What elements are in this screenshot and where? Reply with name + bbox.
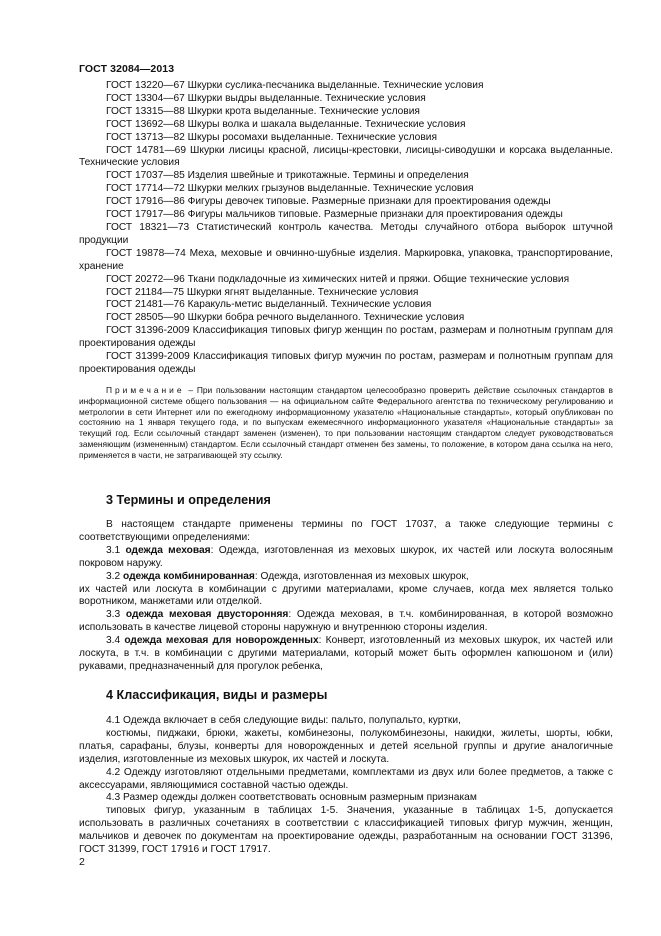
- normative-references-list: [79, 80, 613, 377]
- section-3-body: [79, 519, 613, 674]
- reference-item: ГОСТ 31396-2009 Классификация типовых фигур женщин по ростам, размерам и полнотным группам для проектирования одежды: [79, 325, 613, 350]
- clause-4-3: 4.3 Размер одежды должен соответствовать основным размерным признакам: [106, 792, 477, 804]
- reference-item: ГОСТ 21184—75 Шкурки ягнят выделанные. Технические условия: [106, 286, 419, 298]
- term-3-2: [79, 571, 613, 584]
- term-number: 3.4: [106, 635, 125, 647]
- clause-4-3-continuation: типовых фигур, указанным в таблицах 1-5. Значения, указанные в таблицах 1-5, допускается использовать в различных сочетаниях в соответствии с классификацией типовых фигур мужчин, женщин, мальчиков и девочек по документам на проектирование одежды, разработанным на основании ГОСТ 31396, ГОСТ 31399, ГОСТ 17916 и ГОСТ 17917.: [79, 805, 613, 856]
- reference-item: ГОСТ 13713—82 Шкуры росомахи выделанные. Технические условия: [106, 131, 437, 143]
- reference-item: ГОСТ 17714—72 Шкурки мелких грызунов выделанные. Технические условия: [106, 183, 474, 195]
- page-number: 2: [79, 856, 85, 868]
- term-3-2-continuation: их частей или лоскута в комбинации с другими материалами, кроме случаев, когда мех является только воротником, манжетами или отделкой.: [79, 583, 613, 608]
- section-3-heading: 3 Термины и определения: [106, 493, 271, 507]
- reference-item: ГОСТ 18321—73 Статистический контроль качества. Методы случайного отбора выборок штучной продукции: [79, 221, 613, 246]
- section-3-intro: В настоящем стандарте применены термины по ГОСТ 17037, а также следующие термины с соответствующими определениями:: [79, 519, 613, 543]
- note-label: Примечание: [106, 385, 185, 395]
- note-text: – При пользовании настоящим стандартом целесообразно проверить действие ссылочных стандартов в информационной системе общего пользования — на официальном сайте Федерального агентства по техническому регулированию и метрологии в сети Интернет или по ежегодному информационному указателю «Национальные стандарты», который опубликован по состоянию на 1 января текущего года, и по выпускам ежемесячного информационного указателя «Национальные стандарты» за текущий год. Если ссылочный стандарт заменен (изменен), то при пользовании настоящим стандартом следует руководствоваться заменяющим (измененным) стандартом. Если ссылочный стандарт отменен без замены, то положение, в котором дана ссылка на него, применяется в части, не затрагивающей эту ссылку.: [79, 385, 613, 460]
- reference-item: ГОСТ 17037—85 Изделия швейные и трикотажные. Термины и определения: [106, 170, 469, 182]
- reference-item: ГОСТ 13304—67 Шкурки выдры выделанные. Технические условия: [106, 92, 426, 104]
- term-number: 3.2: [106, 570, 123, 582]
- clause-4-1-continuation: костюмы, пиджаки, брюки, жакеты, комбинезоны, полукомбинезоны, накидки, жилеты, шорты, юбки, платья, сарафаны, блузы, конверты для новорожденных и детей ясельной группы и другие аналогичные изделия, изготовленные из меховых шкурок, их частей и лоскута.: [79, 727, 613, 765]
- document-code: ГОСТ 32084—2013: [79, 63, 175, 75]
- section-4-body: [79, 715, 613, 857]
- reference-item: ГОСТ 14781—69 Шкурки лисицы красной, лисицы-крестовки, лисицы-сиводушки и корсака выделанные. Технические условия: [79, 144, 613, 169]
- term-name: одежда меховая двусторонняя: [125, 609, 289, 621]
- reference-item: ГОСТ 28505—90 Шкурки бобра речного выделанного. Технические условия: [106, 312, 465, 324]
- reference-item: ГОСТ 13315—88 Шкурки крота выделанные. Технические условия: [106, 105, 420, 117]
- clause-4-2: 4.2 Одежду изготовляют отдельными предметами, комплектами из двух или более предметов, а также с аксессуарами, являющимися составной частью одежды.: [79, 766, 613, 791]
- term-definition: : Конверт, изготовленный из меховых шкурок, их частей или лоскута, в т.ч. в комбинации с другими материалами, который может быть оформлен капюшоном и (или) рукавами, предназначенный для прогулок ребенка,: [79, 635, 613, 672]
- term-3-4: [79, 635, 613, 674]
- reference-item: ГОСТ 31399-2009 Классификация типовых фигур мужчин по ростам, размерам и полнотным группам для проектирования одежды: [79, 351, 613, 375]
- term-name: одежда меховая для новорожденных: [124, 635, 319, 647]
- term-name: одежда комбинированная: [123, 570, 255, 582]
- section-4-heading: 4 Классификация, виды и размеры: [106, 688, 328, 702]
- reference-item: ГОСТ 21481—76 Каракуль-метис выделанный. Технические условия: [106, 299, 432, 311]
- term-3-1: [79, 545, 613, 571]
- term-number: 3.1: [106, 544, 126, 556]
- term-number: 3.3: [106, 609, 126, 621]
- note-block: [79, 385, 613, 460]
- reference-item: ГОСТ 20272—96 Ткани подкладочные из химических нитей и пряжи. Общие технические условия: [106, 273, 570, 285]
- term-definition: : Одежда меховая, в т.ч. комбинированная, в которой возможно использовать в качестве лицевой стороны наружную и внутреннюю стороны изделия.: [79, 609, 613, 634]
- reference-item: ГОСТ 13692—68 Шкуры волка и шакала выделанные. Технические условия: [106, 118, 466, 130]
- reference-item: ГОСТ 17916—86 Фигуры девочек типовые. Размерные признаки для проектирования одежды: [106, 196, 551, 208]
- term-name: одежда меховая: [125, 544, 211, 556]
- term-definition: : Одежда, изготовленная из меховых шкурок, их частей или лоскута волосяным покровом наружу.: [79, 544, 613, 569]
- reference-item: ГОСТ 13220—67 Шкурки суслика-песчаника выделанные. Технические условия: [106, 80, 484, 91]
- term-3-3: [79, 609, 613, 635]
- reference-item: ГОСТ 17917—86 Фигуры мальчиков типовые. Размерные признаки для проектирования одежды: [106, 209, 563, 221]
- reference-item: ГОСТ 19878—74 Меха, меховые и овчинно-шубные изделия. Маркировка, упаковка, транспортирование, хранение: [79, 247, 613, 272]
- clause-4-1: 4.1 Одежда включает в себя следующие виды: пальто, полупальто, куртки,: [106, 715, 461, 726]
- note-paragraph: [79, 385, 613, 460]
- term-definition: : Одежда, изготовленная из меховых шкурок,: [254, 570, 469, 582]
